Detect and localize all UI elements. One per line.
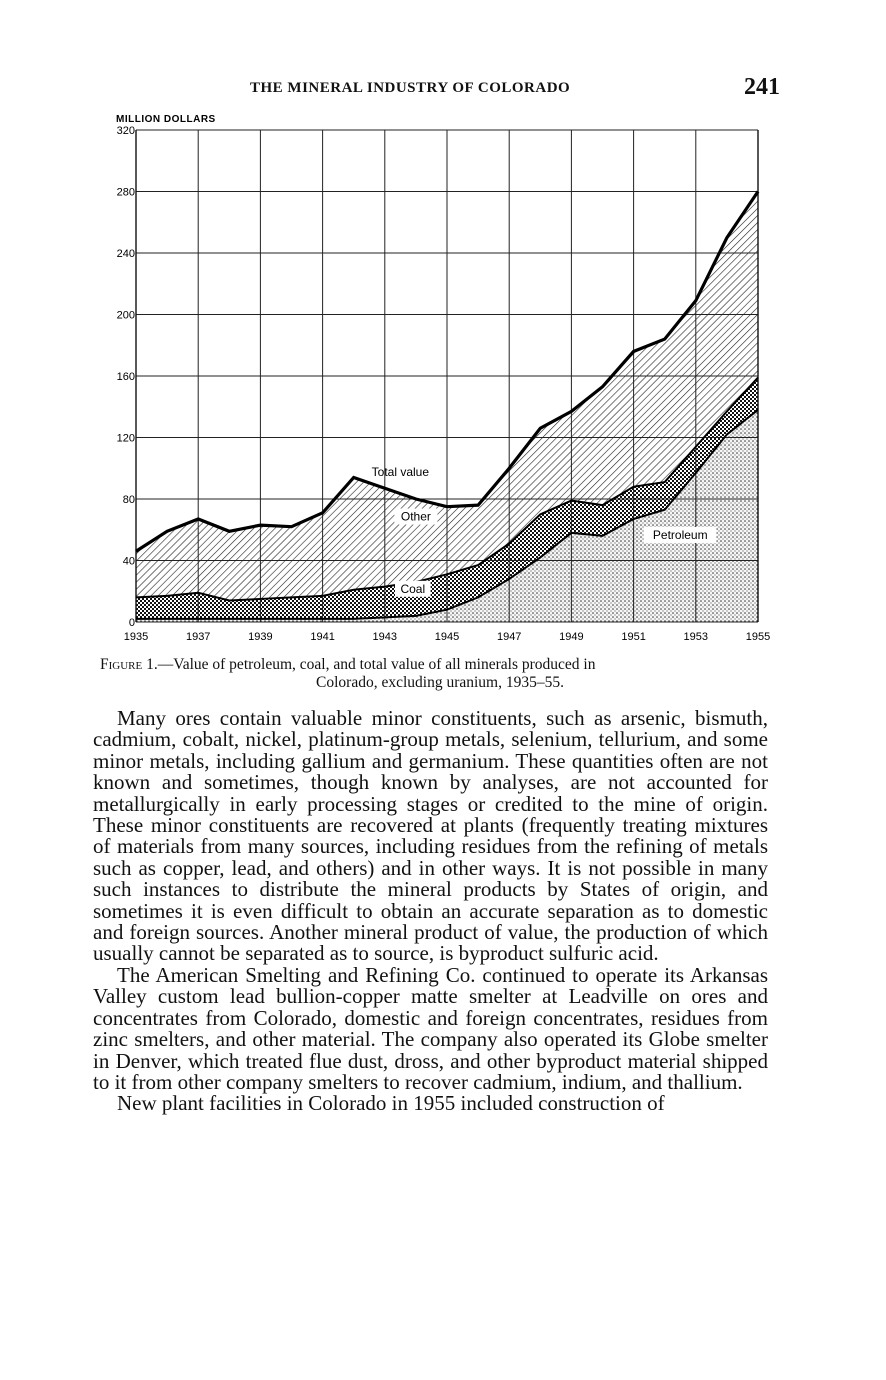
y-tick-label-120: 120 [116, 432, 135, 445]
y-axis-unit: MILLION DOLLARS [116, 114, 216, 125]
x-tick-label-1945: 1945 [434, 631, 460, 643]
y-tick-label-240: 240 [116, 248, 135, 260]
x-tick-label-1949: 1949 [559, 631, 584, 643]
y-tick-label-200: 200 [116, 309, 135, 322]
y-tick-label-160: 160 [116, 371, 135, 383]
x-tick-label-1947: 1947 [496, 631, 522, 643]
annotation-petroleum: Petroleum [652, 527, 708, 542]
x-tick-label-1955: 1955 [745, 631, 771, 643]
running-head: THE MINERAL INDUSTRY OF COLORADO [250, 80, 571, 96]
y-tick-label-80: 80 [122, 494, 135, 506]
paragraph-2: The American Smelting and Refining Co. continued to operate its Arkansas Valley custom lead bullion-copper matte smelter at Leadville on ores and concentrates from Colorado, domestic and foreign concentrates, residues from zinc smelters, and other material. The company also operated its Globe smelter in Denver, which treated flue dust, dross, and other byproduct material shipped to it from other company smelters to recover cadmium, indium, and thallium. [93, 962, 768, 1094]
value-chart [108, 108, 788, 653]
y-tick-label-0: 0 [128, 617, 135, 629]
y-tick-label-320: 320 [116, 125, 135, 137]
paragraph-3: New plant facilities in Colorado in 1955 included construction of [117, 1091, 665, 1116]
page-number: 241 [744, 74, 780, 100]
annotation-coal: Coal [400, 581, 426, 596]
figure-caption [100, 656, 780, 692]
x-tick-label-1937: 1937 [185, 631, 211, 643]
annotation-total-value: Total value [371, 464, 430, 479]
x-tick-label-1939: 1939 [248, 631, 273, 643]
x-tick-label-1941: 1941 [310, 631, 335, 643]
x-tick-label-1951: 1951 [621, 631, 646, 643]
x-tick-label-1943: 1943 [372, 631, 398, 643]
annotation-other: Other [400, 509, 431, 524]
caption-text-1: —Value of petroleum, coal, and total value of all minerals produced in [157, 656, 596, 673]
x-tick-label-1935: 1935 [123, 631, 149, 643]
caption-label: Figure 1. [100, 656, 158, 673]
x-tick-label-1953: 1953 [683, 631, 709, 643]
caption-line2: Colorado, excluding uranium, 1935–55. [316, 674, 564, 691]
body-text [93, 708, 768, 1115]
caption-line1 [100, 656, 780, 674]
paragraph-1: Many ores contain valuable minor constituents, such as arsenic, bismuth, cadmium, cobalt, nickel, platinum-group metals, selenium, tellurium, and some minor metals, including gallium and germanium. These quantities often are not known and sometimes, though known by analyses, are not accounted for metallurgically in early processing stages or credited to the mine of origin. These minor constituents are recovered at plants (frequently treating mixtures of materials from many sources, including residues from the refining of metals such as copper, lead, and others) and in other ways. It is not possible in many such instances to distribute the mineral products by States of origin, and sometimes it is even difficult to obtain an accurate separation as to domestic and foreign sources. Another mineral product of value, the production of which usually cannot be separated as to source, is byproduct sulfuric acid. [93, 706, 768, 966]
y-tick-label-40: 40 [122, 555, 135, 568]
y-tick-label-280: 280 [116, 186, 135, 199]
